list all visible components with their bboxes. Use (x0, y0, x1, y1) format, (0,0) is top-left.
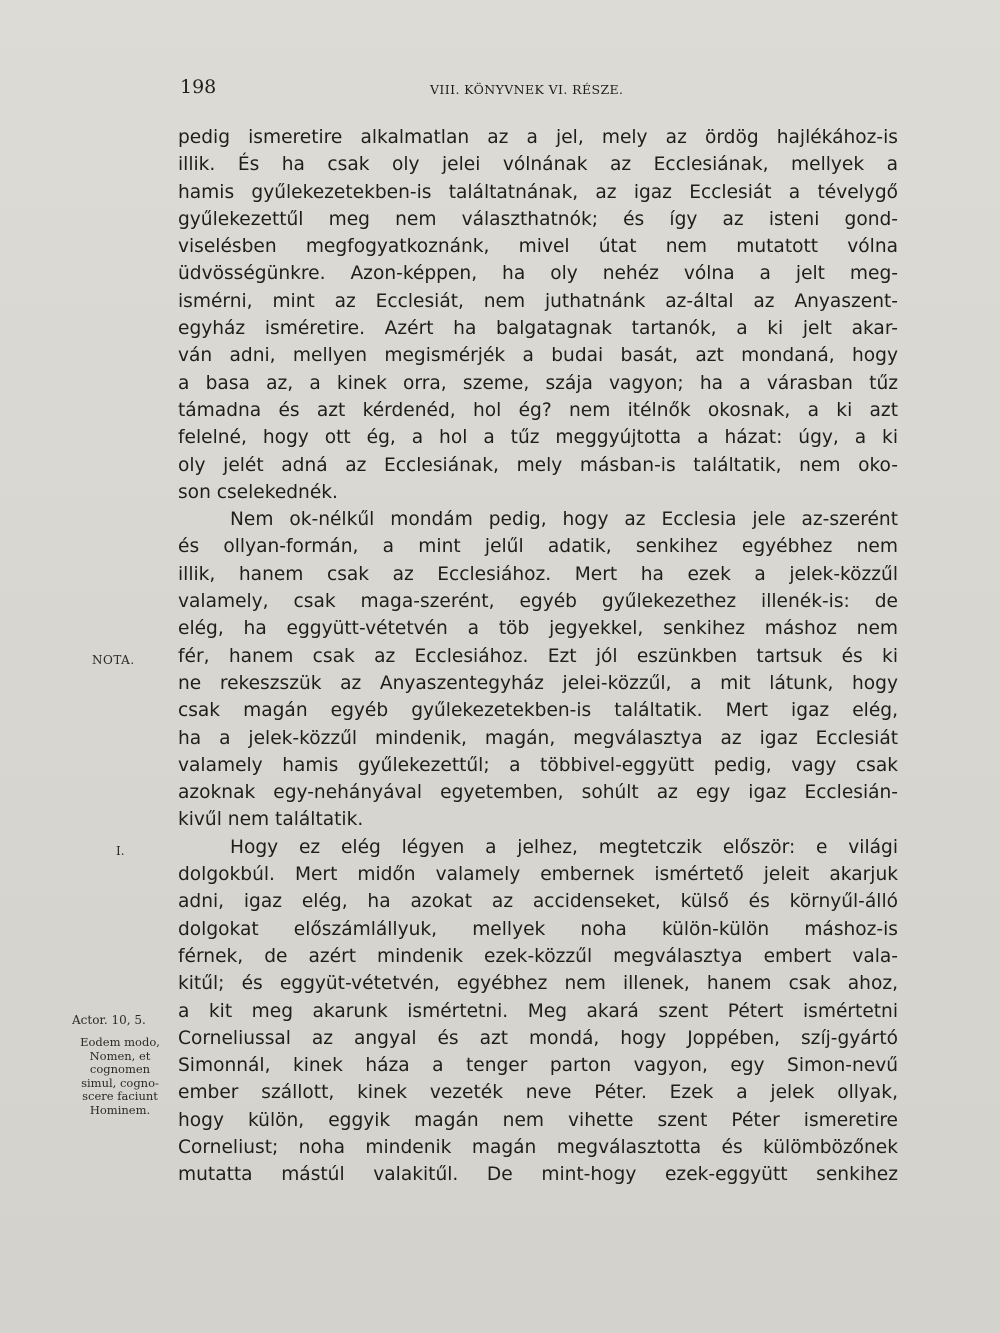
latin-gloss-line: cognomen (89, 1062, 151, 1077)
body-text (178, 124, 898, 1189)
margin-note-section-i: I. (116, 844, 125, 858)
text-line: csak magán egyéb gyűlekezetekben-is találtatik. Mert igaz elég, (178, 700, 898, 722)
text-line: oly jelét adná az Ecclesiának, mely másban-is találtatik, nem oko- (178, 454, 898, 476)
latin-gloss-line: simul, cogno- (81, 1075, 159, 1090)
text-line: dolgokbúl. Mert midőn valamely embernek ismértető jeleit akarjuk (178, 864, 898, 886)
text-line: ne rekeszszük az Anyaszentegyház jelei-közzűl, a mit látunk, hogy (178, 672, 898, 694)
text-line: a basa az, a kinek orra, szeme, szája vagyon; ha a várasban tűz (178, 372, 898, 394)
text-line: ismérni, mint az Ecclesiát, nem juthatnánk az-által az Anyaszent- (178, 290, 898, 312)
text-line: fér, hanem csak az Ecclesiához. Ezt jól eszünkben tartsuk és ki (178, 645, 898, 667)
margin-note-latin-gloss (60, 1036, 180, 1118)
margin-note-nota: NOTA. (92, 653, 135, 667)
text-line: gyűlekezettűl meg nem választhatnók; és így az isteni gond- (178, 208, 898, 230)
text-line: illik, hanem csak az Ecclesiához. Mert ha ezek a jelek-közzűl (178, 563, 898, 585)
text-line: ha a jelek-közzűl mindenik, magán, megválasztya az igaz Ecclesiát (178, 727, 898, 749)
text-line: son cselekednék. (178, 481, 338, 503)
text-line: a kit meg akarunk ismértetni. Meg akará szent Pétert ismértetni (178, 1000, 898, 1022)
text-line: egyház isméretire. Azért ha balgatagnak tartanók, a ki jelt akar- (178, 318, 898, 340)
text-line: valamely hamis gyűlekezettűl; a többivel-eggyütt pedig, vagy csak (178, 754, 898, 776)
text-line: ember szállott, kinek vezeték neve Péter. Ezek a jelek ollyak, (178, 1082, 898, 1104)
text-line: azoknak egy-nehányával egyetemben, sohúlt az egy igaz Ecclesián- (178, 782, 898, 804)
text-line: Corneliust; noha mindenik magán megválasztotta és külömbözőnek (178, 1136, 898, 1158)
text-line: valamely, csak maga-szerént, egyéb gyűlekezethez illenék-is: de (178, 591, 898, 613)
text-line: mutatta mástúl valakitűl. De mint-hogy ezek-eggyütt senkihez (178, 1164, 898, 1186)
text-line: viselésben megfogyatkoznánk, mivel útat nem mutatott vólna (178, 236, 898, 258)
page-header (178, 76, 898, 106)
text-line: és ollyan-formán, a mint jelűl adatik, senkihez egyébhez nem (178, 536, 898, 558)
text-line: adni, igaz elég, ha azokat az accidenseket, külső és környűl-álló (178, 891, 898, 913)
text-line: elég, ha eggyütt-vétetvén a töb jegyekkel, senkihez máshoz nem (178, 618, 898, 640)
text-line: támadna és azt kérdenéd, hol ég? nem itélnők okosnak, a ki azt (178, 399, 898, 421)
text-line: felelné, hogy ott ég, a hol a tűz meggyújtotta a házat: úgy, a ki (178, 427, 898, 449)
text-line: pedig ismeretire alkalmatlan az a jel, mely az ördög hajlékához-is (178, 127, 898, 148)
latin-gloss-line: scere faciunt (82, 1089, 158, 1104)
text-line: dolgokat előszámlállyuk, mellyek noha külön-külön máshoz-is (178, 918, 898, 940)
text-line: hamis gyűlekezetekben-is találtatnának, az igaz Ecclesiát a tévelygő (178, 181, 898, 203)
text-line: illik. És ha csak oly jelei vólnának az Ecclesiának, mellyek a (178, 154, 898, 176)
text-line: ván adni, mellyen megismérjék a budai basát, azt mondaná, hogy (178, 345, 898, 367)
text-line: Nem ok-nélkűl mondám pedig, hogy az Ecclesia jele az-szerént (230, 509, 898, 531)
text-line: kitűl; és eggyüt-vétetvén, egyébhez nem illenek, hanem csak ahoz, (178, 973, 898, 995)
margin-note-actor-ref: Actor. 10, 5. (72, 1013, 146, 1027)
text-line: hogy külön, eggyik magán nem vihette szent Péter ismeretire (178, 1109, 898, 1131)
page-number: 198 (180, 76, 217, 98)
text-line: férnek, de azért mindenik ezek-közzűl megválasztya embert vala- (178, 945, 898, 967)
running-head: VIII. KÖNYVNEK VI. RÉSZE. (430, 82, 624, 97)
latin-gloss-line: Hominem. (89, 1102, 151, 1117)
latin-gloss-line: Eodem modo, (80, 1035, 160, 1049)
text-line: Hogy ez elég légyen a jelhez, megtetczik először: e világi (230, 836, 898, 858)
latin-gloss-line: Nomen, et (89, 1048, 151, 1063)
text-line: Simonnál, kinek háza a tenger parton vagyon, egy Simon-nevű (178, 1055, 898, 1077)
text-line: üdvösségünkre. Azon-képpen, ha oly nehéz vólna a jelt meg- (178, 263, 898, 285)
text-line: Corneliussal az angyal és azt mondá, hogy Joppében, szíj-gyártó (178, 1027, 898, 1049)
text-line: kivűl nem találtatik. (178, 809, 364, 831)
